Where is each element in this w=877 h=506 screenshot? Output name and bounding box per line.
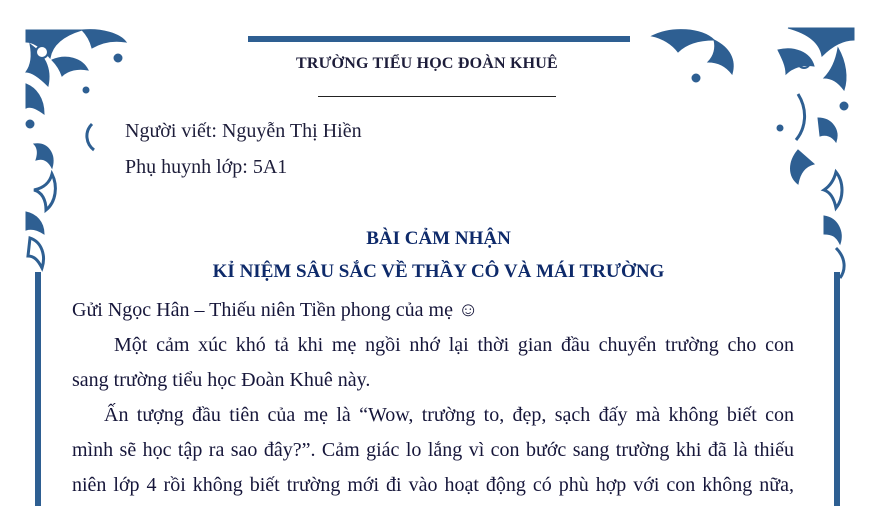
paragraph-2-line-1: Ấn tượng đầu tiên của mẹ là “Wow, trường to, đẹp, sạch đấy mà không biết con <box>104 404 794 426</box>
paragraph-1-line-2: sang trường tiểu học Đoàn Khuê này. <box>72 369 371 391</box>
greeting-line: Gửi Ngọc Hân – Thiếu niên Tiền phong của mẹ ☺ <box>72 299 479 321</box>
school-name: TRƯỜNG TIỂU HỌC ĐOÀN KHUÊ <box>296 55 558 72</box>
frame-left-line <box>35 272 41 506</box>
header-underline <box>318 96 556 97</box>
writer-line: Người viết: Nguyễn Thị Hiền <box>125 120 362 142</box>
body-text <box>72 293 794 503</box>
frame-right-line <box>834 272 840 506</box>
paragraph-2-line-3: niên lớp 4 rồi không biết trường mới đi vào hoạt động có phù hợp với con không nữa, <box>72 474 794 496</box>
frame-top-line <box>248 36 630 42</box>
paragraph-2-line-2: mình sẽ học tập ra sao đây?”. Cảm giác lo lắng vì con bước sang trường khi đã là thiếu <box>72 439 794 461</box>
paragraph-1-line-1: Một cảm xúc khó tả khi mẹ ngồi nhớ lại thời gian đầu chuyển trường cho con <box>114 334 794 356</box>
title-line-2: KỈ NIỆM SÂU SẮC VỀ THẦY CÔ VÀ MÁI TRƯỜNG <box>212 261 665 282</box>
class-line: Phụ huynh lớp: 5A1 <box>125 156 288 178</box>
title-line-1: BÀI CẢM NHẬN <box>366 228 511 249</box>
